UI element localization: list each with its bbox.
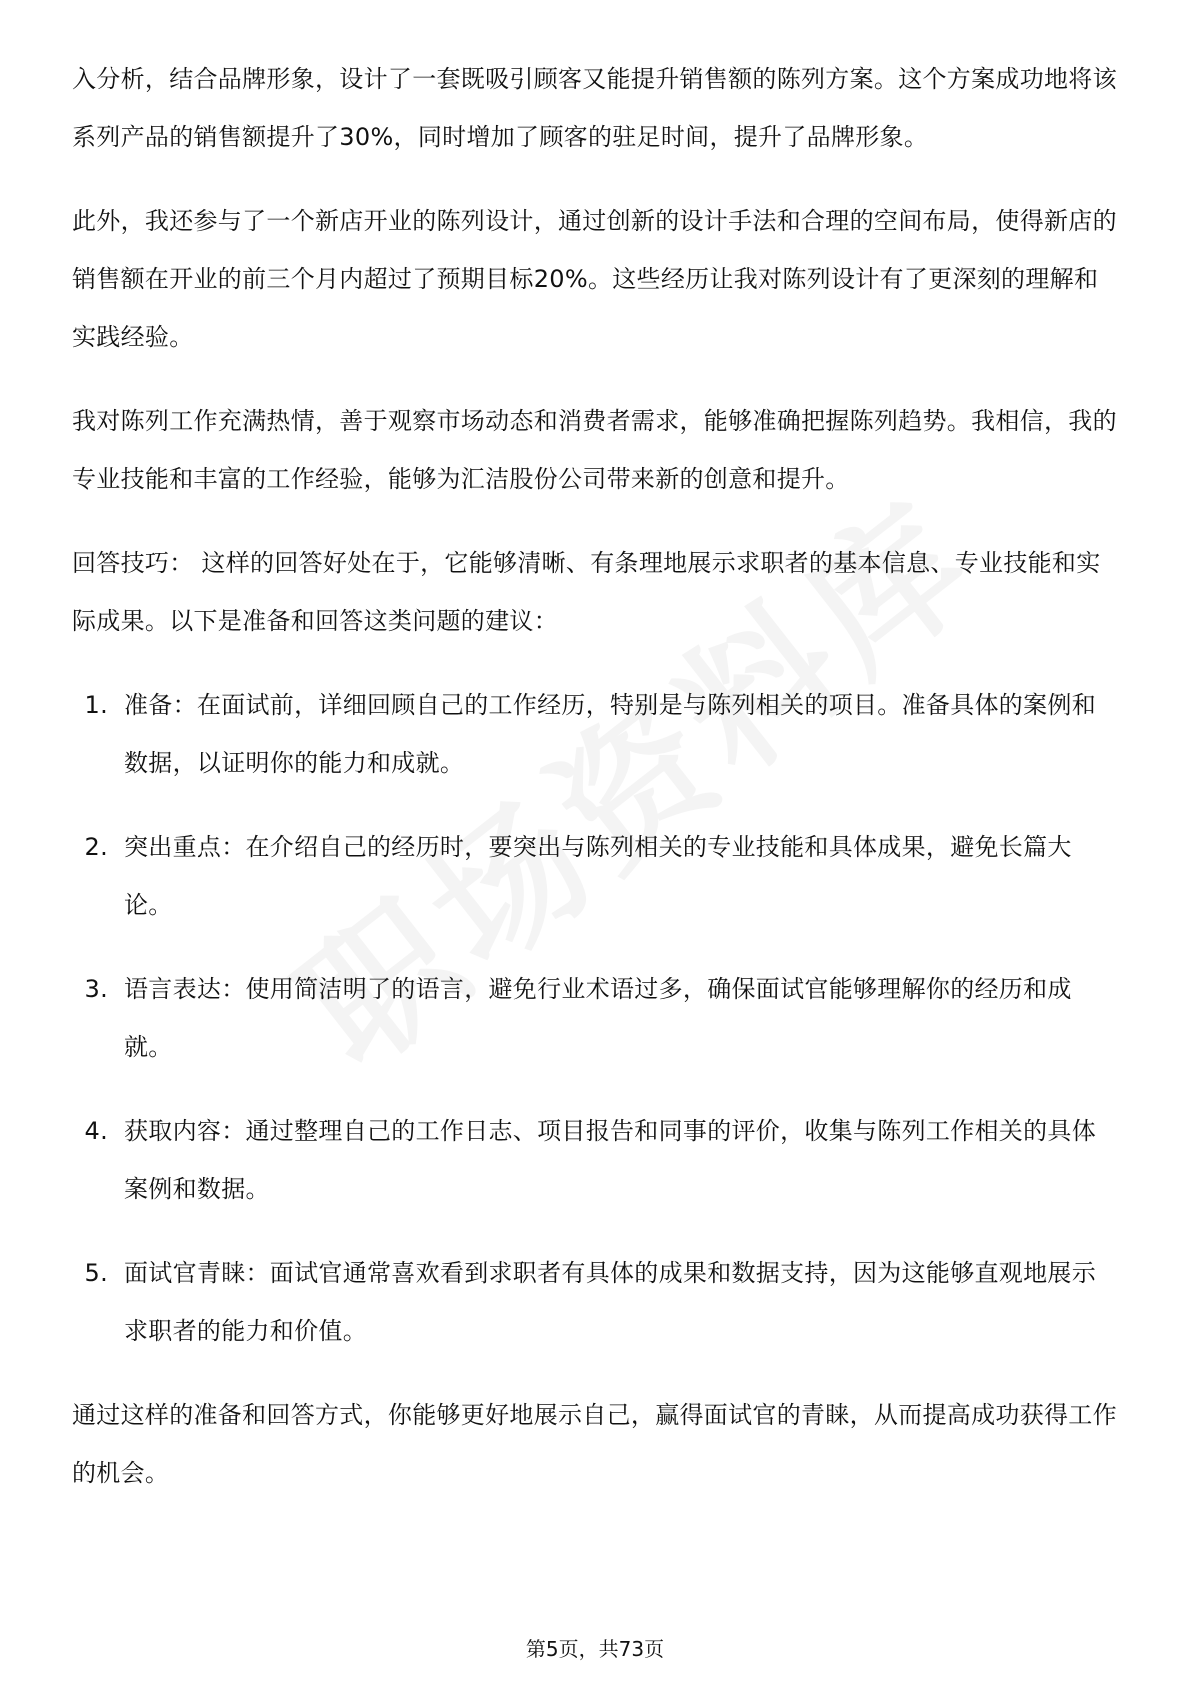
closing-paragraph: 通过这样的准备和回答方式，你能够更好地展示自己，赢得面试官的青睐，从而提高成功获得工作的机会。	[72, 1401, 1117, 1487]
page-number: 第5页，共73页	[525, 1637, 665, 1661]
list-item-text: 突出重点：在介绍自己的经历时，要突出与陈列相关的专业技能和具体成果，避免长篇大论。	[124, 833, 1072, 919]
list-item	[72, 1244, 1118, 1360]
list-item-number: 2.	[84, 833, 108, 861]
document-body	[72, 50, 1118, 1528]
list-item-number: 4.	[84, 1117, 108, 1145]
list-item-number: 1.	[84, 691, 108, 719]
list-item-text: 语言表达：使用简洁明了的语言，避免行业术语过多，确保面试官能够理解你的经历和成就。	[124, 975, 1072, 1061]
answer-tips-paragraph: 回答技巧： 这样的回答好处在于，它能够清晰、有条理地展示求职者的基本信息、专业技能和实际成果。以下是准备和回答这类问题的建议：	[72, 549, 1101, 635]
list-item	[72, 818, 1118, 934]
list-item	[72, 1102, 1118, 1218]
list-item-number: 3.	[84, 975, 108, 1003]
paragraph-1: 入分析，结合品牌形象，设计了一套既吸引顾客又能提升销售额的陈列方案。这个方案成功地将该系列产品的销售额提升了30%，同时增加了顾客的驻足时间，提升了品牌形象。	[72, 65, 1117, 151]
list-item	[72, 960, 1118, 1076]
list-item-text: 准备：在面试前，详细回顾自己的工作经历，特别是与陈列相关的项目。准备具体的案例和数据，以证明你的能力和成就。	[124, 691, 1096, 777]
list-item-text: 获取内容：通过整理自己的工作日志、项目报告和同事的评价，收集与陈列工作相关的具体案例和数据。	[124, 1117, 1096, 1203]
list-item-text: 面试官青睐：面试官通常喜欢看到求职者有具体的成果和数据支持，因为这能够直观地展示求职者的能力和价值。	[124, 1259, 1096, 1345]
paragraph-3: 我对陈列工作充满热情，善于观察市场动态和消费者需求，能够准确把握陈列趋势。我相信，我的专业技能和丰富的工作经验，能够为汇洁股份公司带来新的创意和提升。	[72, 407, 1117, 493]
paragraph-2: 此外，我还参与了一个新店开业的陈列设计，通过创新的设计手法和合理的空间布局，使得新店的销售额在开业的前三个月内超过了预期目标20%。这些经历让我对陈列设计有了更深刻的理解和实践经验。	[72, 207, 1117, 351]
tips-list	[72, 676, 1118, 1360]
list-item	[72, 676, 1118, 792]
list-item-number: 5.	[84, 1259, 108, 1287]
